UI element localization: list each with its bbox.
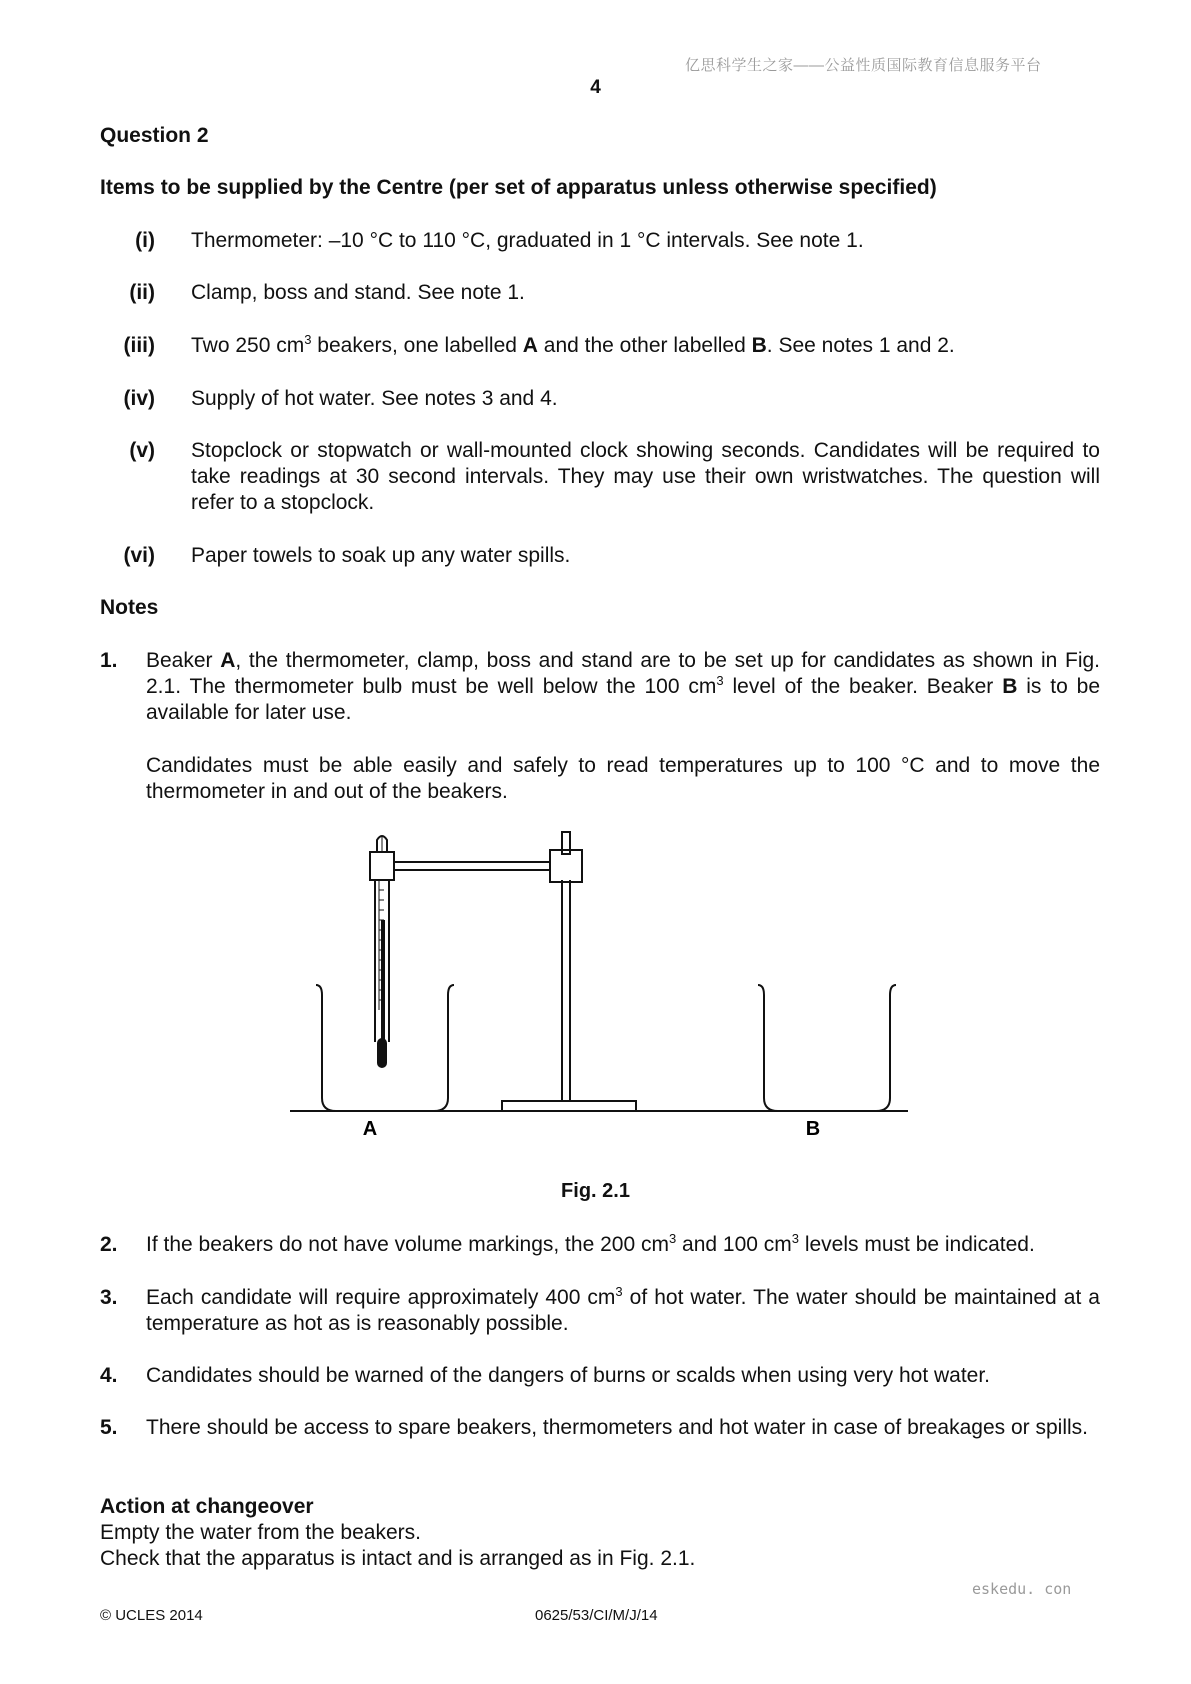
item-text: Clamp, boss and stand. See note 1. xyxy=(191,281,525,304)
changeover-section xyxy=(100,1494,695,1572)
footer-code: 0625/53/CI/M/J/14 xyxy=(535,1607,658,1624)
item-text: Two 250 $cm^3$ beakers, one labelled A and the other labelled B. See notes 1 and 2. xyxy=(191,332,955,357)
item-number: (iii) xyxy=(123,334,155,357)
note-text: Beaker A, the thermometer, clamp, boss and stand are to be set up for candidates as shown in Fig. 2.1. The thermometer bulb must be well below the 100 $cm^3$ level of the beaker. Beaker B is to be available for later use. xyxy=(146,649,1101,724)
item-number: (vi) xyxy=(123,544,155,567)
note-text: Each candidate will require approximately 400 $cm^3$ of hot water. The water should be maintained at a temperature as hot as is reasonably possible. xyxy=(146,1284,1100,1335)
note-text: Candidates must be able easily and safely to read temperatures up to 100 °C and to move the thermometer in and out of the beakers. xyxy=(146,754,1100,803)
note-number: 1. xyxy=(100,649,118,672)
beaker-b xyxy=(758,985,896,1111)
item-text: Supply of hot water. See notes 3 and 4. xyxy=(191,387,558,410)
changeover-line: Check that the apparatus is intact and is arranged as in Fig. 2.1. xyxy=(100,1547,696,1570)
item-number: (ii) xyxy=(129,281,155,304)
question-title: Question 2 xyxy=(100,124,209,147)
note-number: 5. xyxy=(100,1416,118,1439)
watermark-text: 亿思科学生之家——公益性质国际教育信息服务平台 xyxy=(685,57,1042,74)
note-number: 2. xyxy=(100,1233,118,1256)
note-text: There should be access to spare beakers, thermometers and hot water in case of breakages or spills. xyxy=(146,1416,1088,1439)
clamp-jaw xyxy=(370,852,394,880)
beaker-b-label: B xyxy=(805,1118,821,1140)
figure-caption: Fig. 2.1 xyxy=(561,1180,630,1202)
item-text: Thermometer: –10 °C to 110 °C, graduated in 1 °C intervals. See note 1. xyxy=(191,229,864,252)
changeover-heading: Action at changeover xyxy=(100,1495,314,1518)
note-text: Candidates should be warned of the dangers of burns or scalds when using very hot water. xyxy=(146,1364,991,1387)
note-number: 4. xyxy=(100,1364,118,1387)
item-number: (iv) xyxy=(123,387,155,410)
stand-base xyxy=(502,1101,636,1111)
notes-heading: Notes xyxy=(100,596,159,619)
thermometer-liquid xyxy=(381,920,385,1042)
site-watermark: eskedu. con xyxy=(972,1580,1072,1598)
footer-copyright: © UCLES 2014 xyxy=(100,1607,203,1624)
apparatus-diagram xyxy=(280,830,920,1150)
item-text: Paper towels to soak up any water spills. xyxy=(191,544,571,567)
item-number: (v) xyxy=(129,439,155,462)
note-text: If the beakers do not have volume markings, the 200 $cm^3$ and 100 $cm^3$ levels must be indicated. xyxy=(146,1231,1035,1256)
item-text: Stopclock or stopwatch or wall-mounted clock showing seconds. Candidates will be required to take readings at 30 second intervals. They may use their own wristwatches. The question will refer to a stopclock. xyxy=(191,439,1100,514)
thermometer-bulb xyxy=(377,1038,387,1068)
page-number: 4 xyxy=(590,77,601,98)
changeover-line: Empty the water from the beakers. xyxy=(100,1521,421,1544)
items-heading: Items to be supplied by the Centre (per set of apparatus unless otherwise specified) xyxy=(100,176,937,199)
beaker-a-label: A xyxy=(362,1118,378,1140)
item-number: (i) xyxy=(135,229,155,252)
note-number: 3. xyxy=(100,1286,118,1309)
